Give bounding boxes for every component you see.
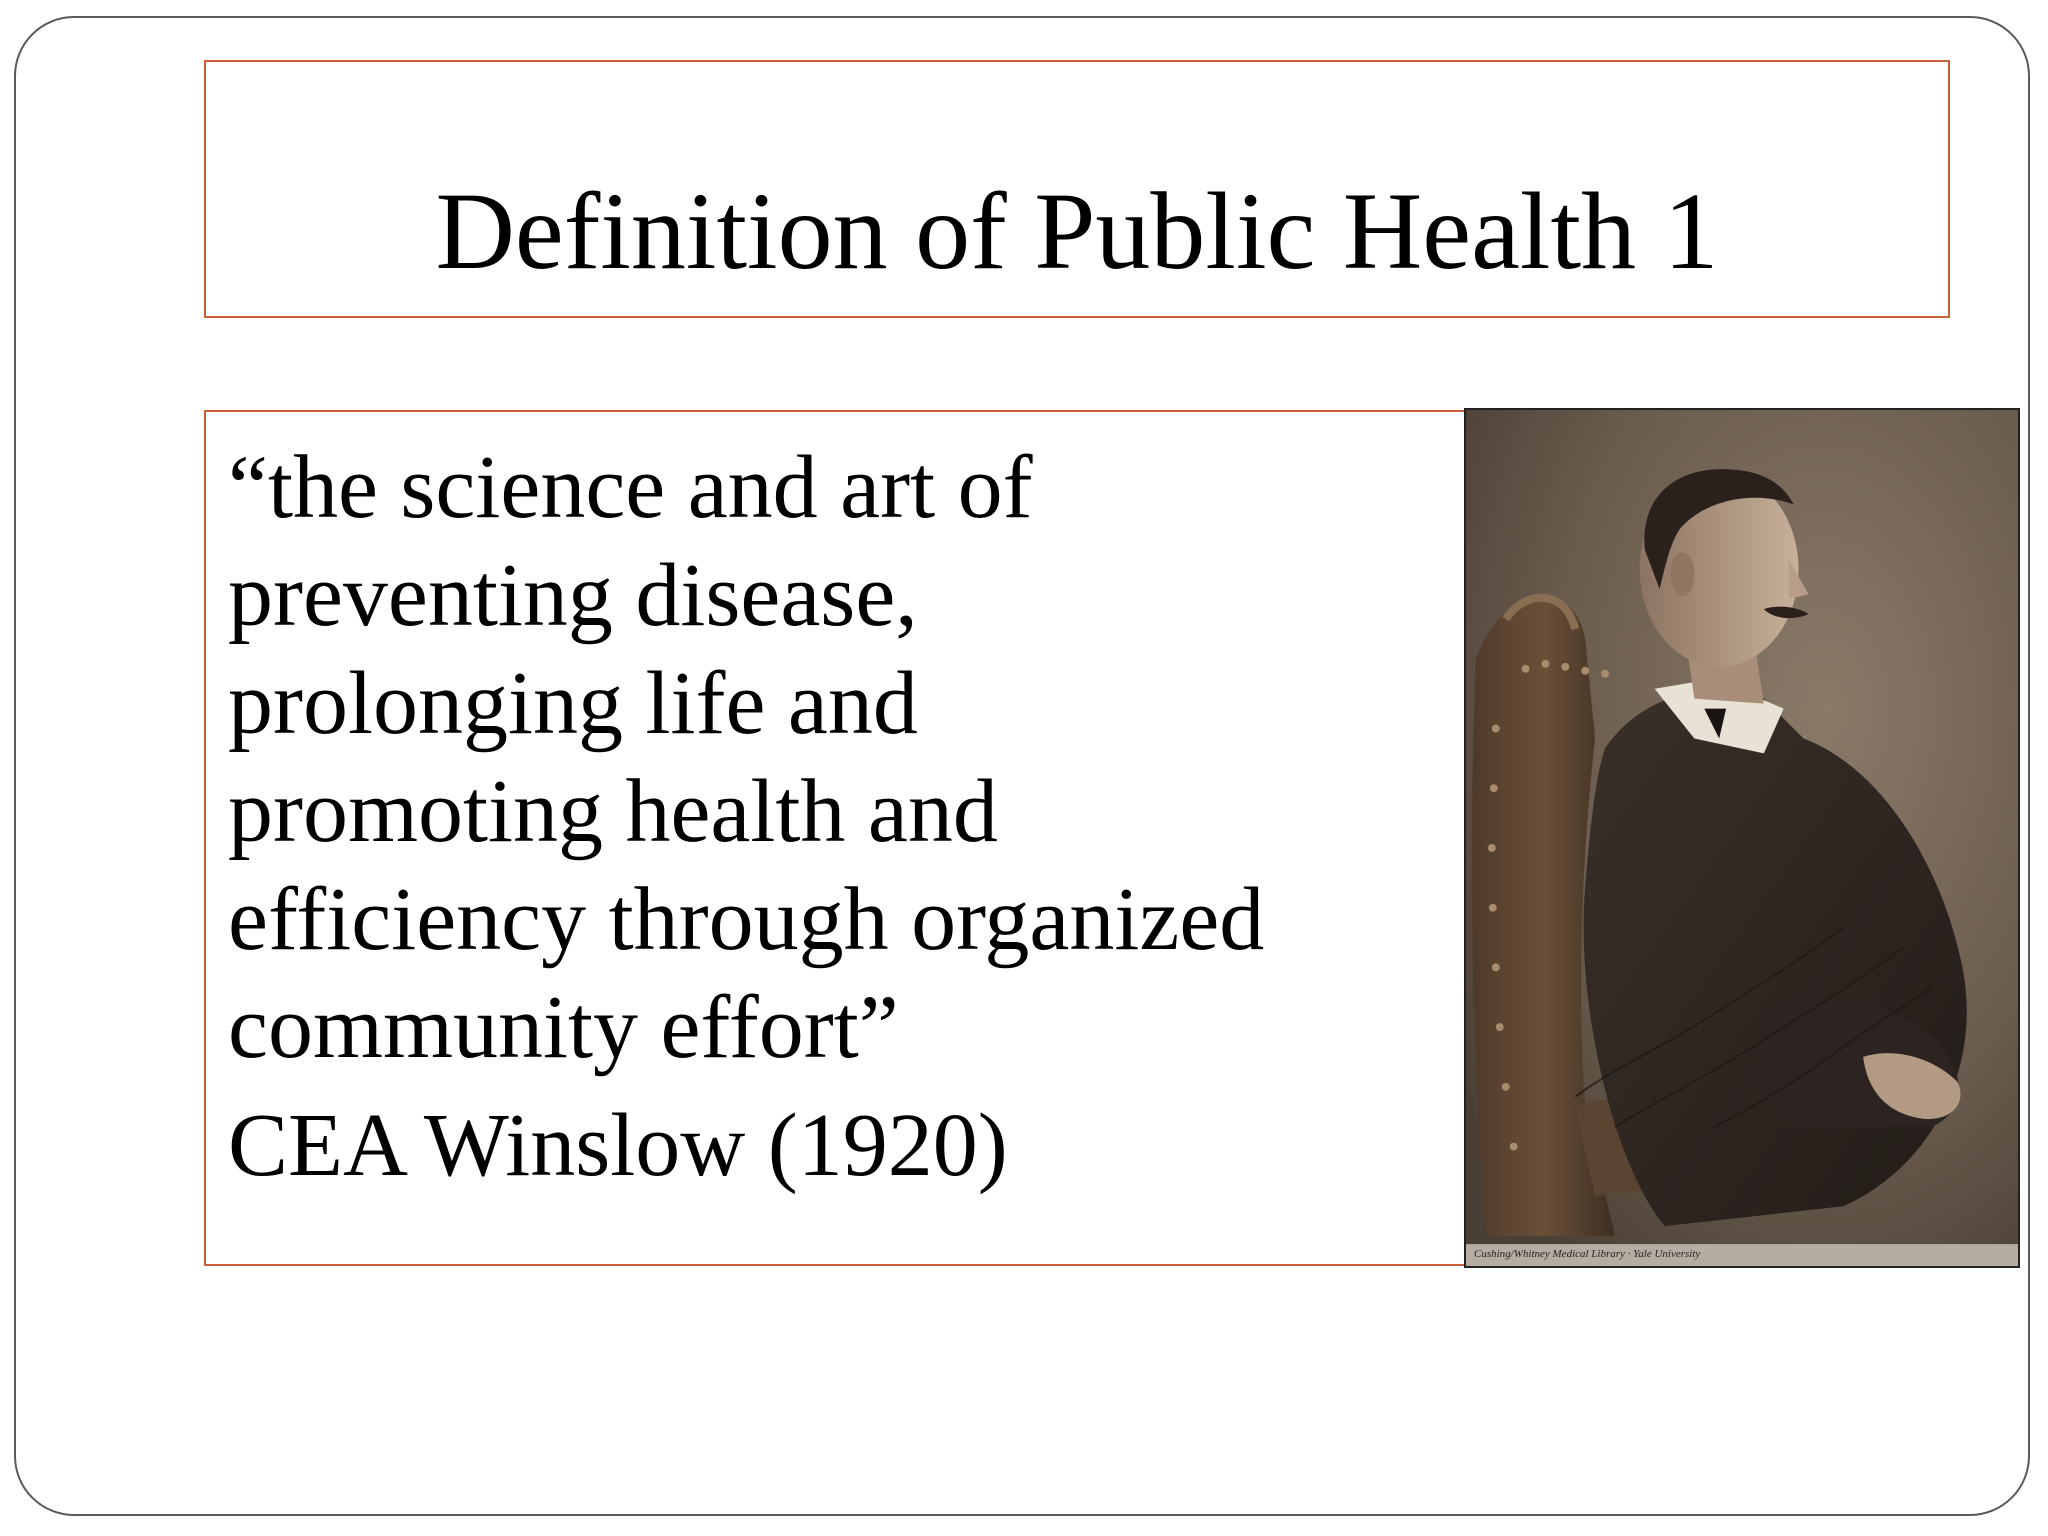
quote-line: prolonging life and bbox=[228, 654, 918, 753]
quote-line: community effort” bbox=[228, 978, 899, 1077]
quote-line: preventing disease, bbox=[228, 546, 918, 645]
quote-line: promoting health and bbox=[228, 762, 998, 861]
portrait-photo-icon bbox=[1464, 408, 2020, 1268]
photo-credit: Cushing/Whitney Medical Library · Yale University bbox=[1474, 1248, 1701, 1260]
quote-line: “the science and art of bbox=[228, 438, 1033, 537]
quote-box bbox=[204, 410, 1466, 1266]
quote-text bbox=[228, 434, 1464, 1082]
title-box bbox=[204, 60, 1950, 318]
quote-author: CEA Winslow (1920) bbox=[228, 1096, 1008, 1195]
quote-line: efficiency through organized bbox=[228, 870, 1265, 969]
slide-title: Definition of Public Health 1 bbox=[435, 170, 1719, 292]
